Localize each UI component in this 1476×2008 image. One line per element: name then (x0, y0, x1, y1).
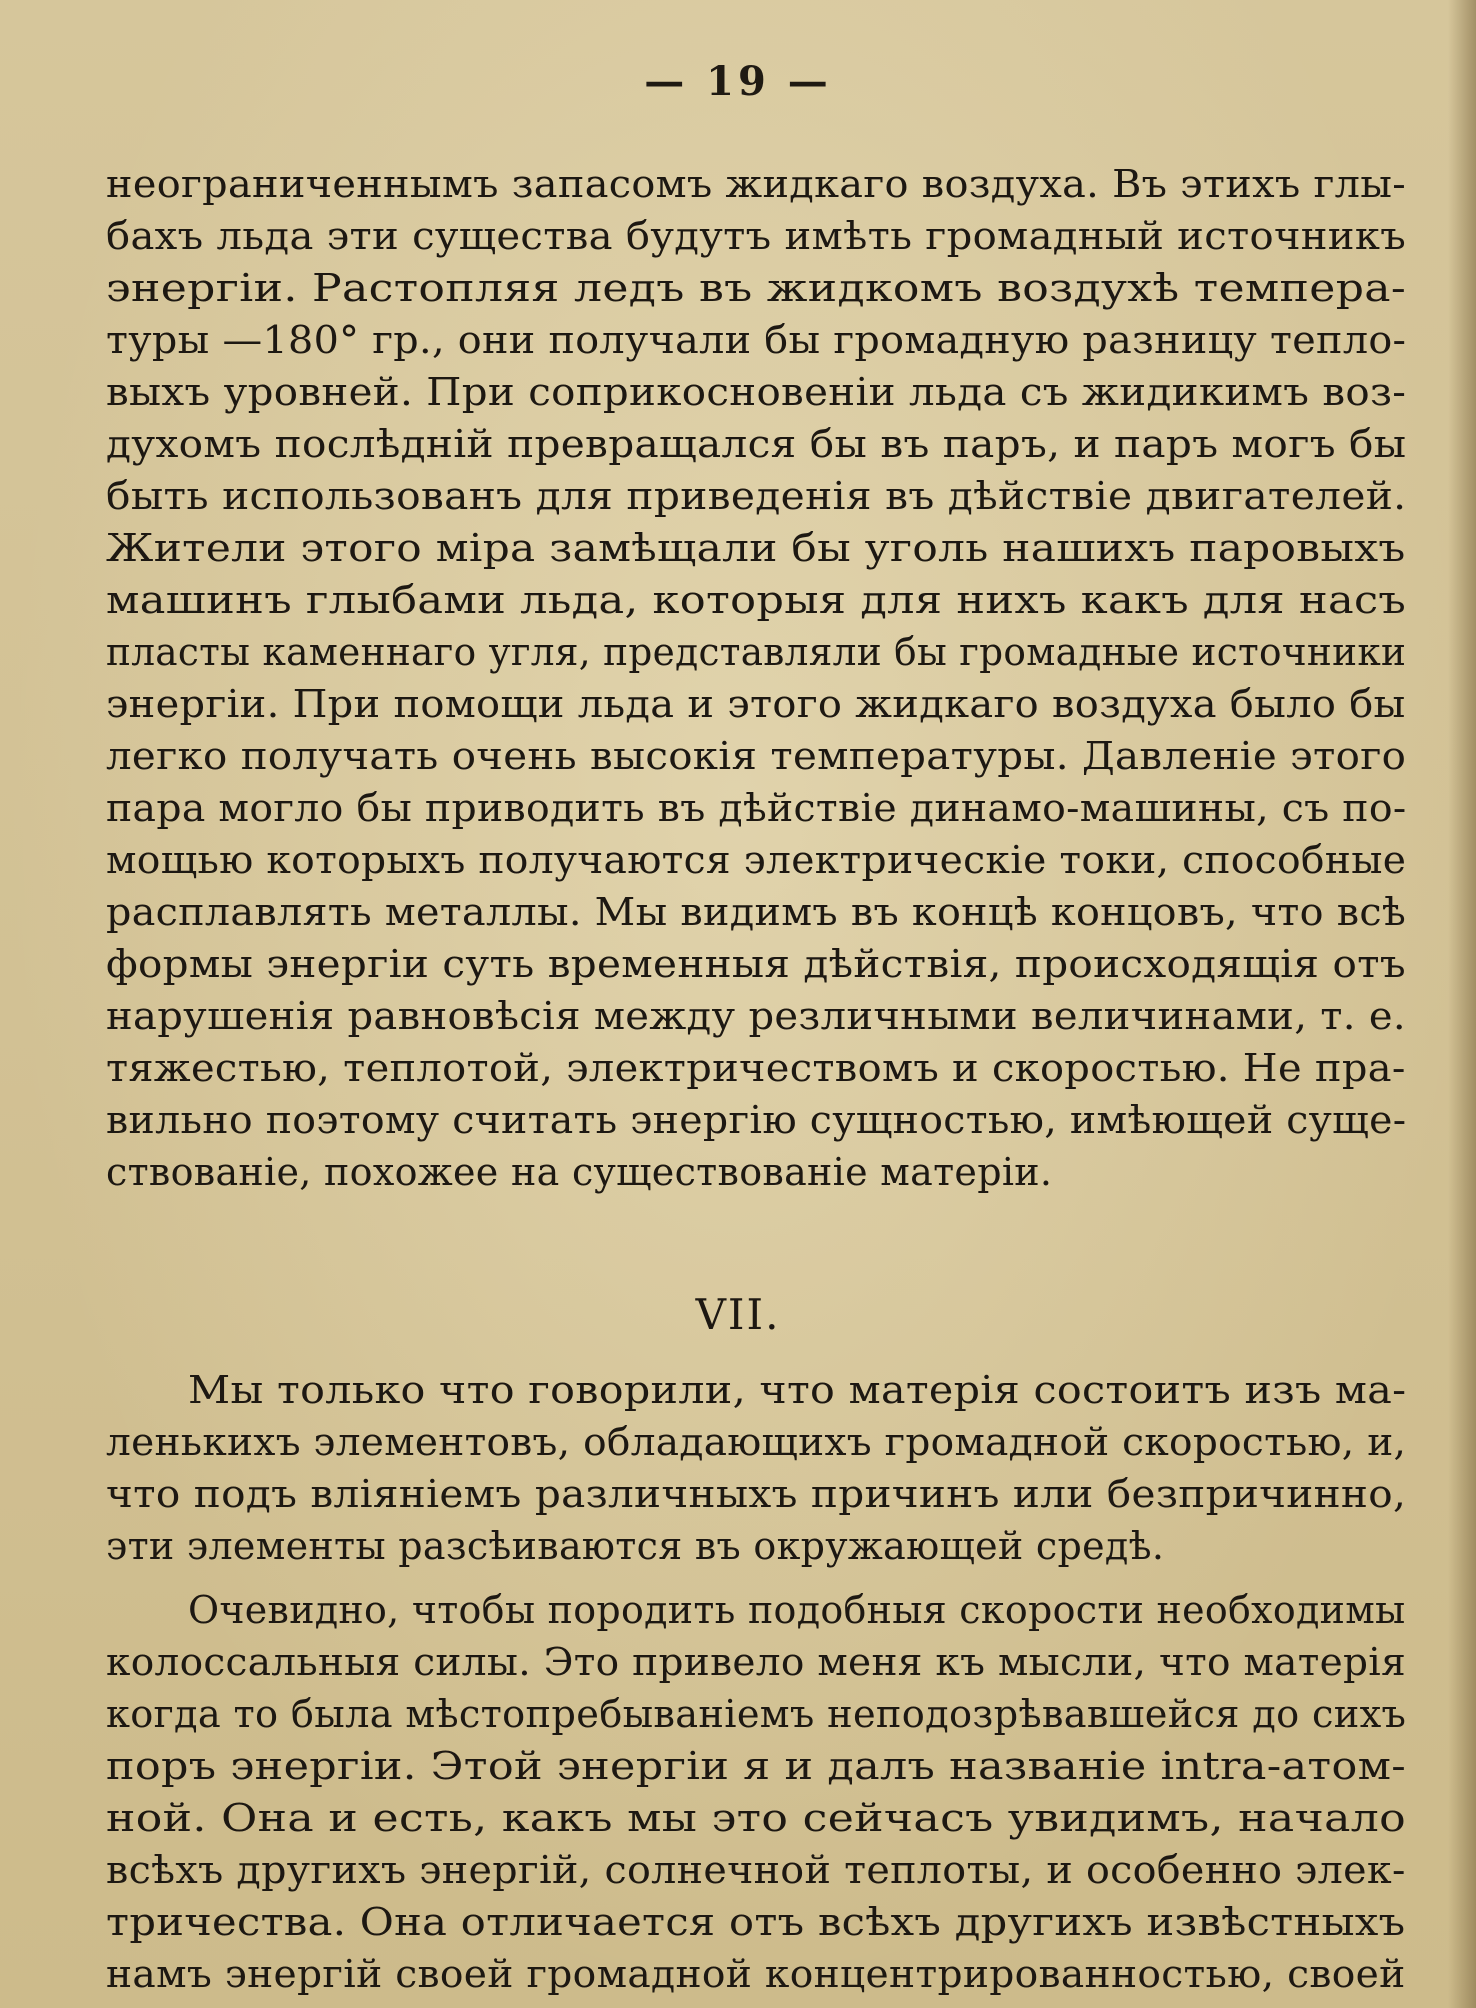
text-line: быть использованъ для приведенія въ дѣйствіе двигателей. (106, 474, 1407, 518)
text-line: нарушенія равновѣсія между резличными величинами, т. е. (106, 994, 1406, 1038)
text-line: что подъ вліяніемъ различныхъ причинъ или безпричинно, (106, 1472, 1407, 1516)
text-line: тричества. Она отличается отъ всѣхъ другихъ извѣстныхъ (106, 1900, 1406, 1944)
section-heading: VII. (695, 1290, 781, 1339)
text-line: вильно поэтому считать энергію сущностью, имѣющей суще- (106, 1098, 1407, 1142)
page-number: — 19 — (644, 58, 832, 105)
text-line: духомъ послѣдній превращался бы въ паръ, и паръ могъ бы (106, 422, 1407, 466)
text-line: неограниченнымъ запасомъ жидкаго воздуха. Въ этихъ глы- (106, 162, 1406, 206)
text-line: легко получать очень высокія температуры. Давленіе этого (106, 734, 1407, 778)
text-line: пара могло бы приводить въ дѣйствіе динамо-машины, съ по- (106, 786, 1407, 830)
text-line-last: ствованіе, похожее на существованіе матеріи. (106, 1150, 1053, 1194)
text-line: ной. Она и есть, какъ мы это сейчасъ увидимъ, начало (106, 1796, 1406, 1840)
text-line-indent: Очевидно, чтобы породить подобныя скорости необходимы (188, 1588, 1406, 1632)
text-line: всѣхъ другихъ энергій, солнечной теплоты, и особенно элек- (106, 1848, 1406, 1892)
text-line: пласты каменнаго угля, представляли бы громадные источники (106, 630, 1407, 674)
text-line-indent: Мы только что говорили, что матерія состоитъ изъ ма- (188, 1368, 1407, 1412)
text-line: Жители этого міра замѣщали бы уголь нашихъ паровыхъ (106, 526, 1406, 570)
text-line-last: эти элементы разсѣиваются въ окружающей средѣ. (106, 1524, 1165, 1568)
text-line: выхъ уровней. При соприкосновеніи льда съ жидикимъ воз- (106, 370, 1407, 414)
text-line: расплавлять металлы. Мы видимъ въ концѣ концовъ, что всѣ (106, 890, 1407, 934)
text-line: формы энергіи суть временныя дѣйствія, происходящія отъ (106, 942, 1406, 986)
text-line: бахъ льда эти существа будутъ имѣть громадный источникъ (106, 214, 1407, 258)
text-line: энергіи. При помощи льда и этого жидкаго воздуха было бы (106, 682, 1406, 726)
text-line: мощью которыхъ получаются электрическіе токи, способные (106, 838, 1407, 882)
text-line: энергіи. Растопляя ледъ въ жидкомъ воздухѣ темпера- (106, 266, 1407, 310)
text-line: намъ энергій своей громадной концентрированностью, своей (106, 1952, 1406, 1996)
text-line: туры —180° гр., они получали бы громадную разницу тепло- (106, 318, 1407, 362)
page-edge-shadow (1448, 0, 1476, 2008)
text-line: когда то была мѣстопребываніемъ неподозрѣвавшейся до сихъ (106, 1692, 1407, 1736)
text-line: ленькихъ элементовъ, обладающихъ громадной скоростью, и, (106, 1420, 1407, 1464)
text-line: тяжестью, теплотой, электричествомъ и скоростью. Не пра- (106, 1046, 1406, 1090)
text-line: колоссальныя силы. Это привело меня къ мысли, что матерія (106, 1640, 1406, 1684)
text-line: поръ энергіи. Этой энергіи я и далъ названіе intra-атом- (106, 1744, 1407, 1788)
text-line: машинъ глыбами льда, которыя для нихъ какъ для насъ (106, 578, 1407, 622)
